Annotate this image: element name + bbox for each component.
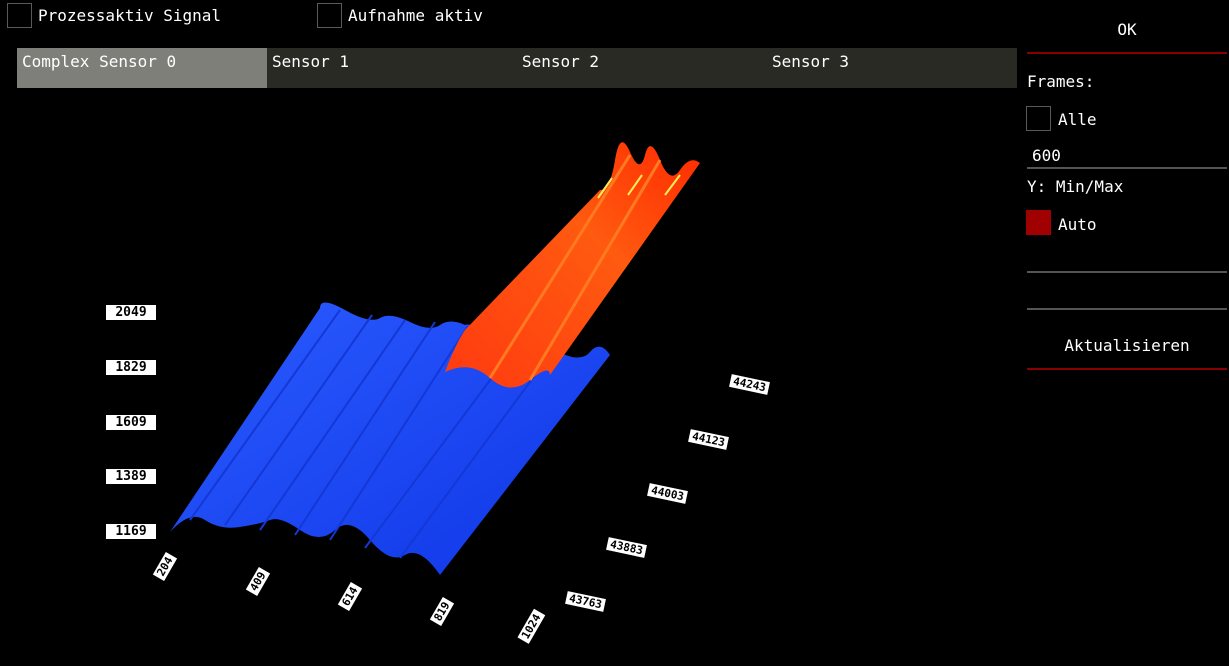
time-tick-label: 43763 <box>565 591 606 612</box>
frames-input[interactable]: 600 <box>1032 146 1061 165</box>
y-tick-label: 1169 <box>106 524 156 539</box>
x-tick-label: 819 <box>430 597 454 626</box>
x-tick-label: 614 <box>338 582 362 611</box>
x-tick-label: 204 <box>153 552 177 581</box>
refresh-button[interactable]: Aktualisieren <box>1064 336 1190 355</box>
y-tick-label: 1829 <box>106 360 156 375</box>
x-tick-label: 1024 <box>517 609 545 644</box>
process-signal-label: Prozessaktiv Signal <box>38 6 222 25</box>
recording-active-label: Aufnahme aktiv <box>348 6 483 25</box>
time-tick-label: 44003 <box>647 483 688 504</box>
y-tick-label: 2049 <box>106 305 156 320</box>
ok-button[interactable]: OK <box>1117 20 1137 39</box>
y-tick-label: 1609 <box>106 415 156 430</box>
tab-sensor-3[interactable]: Sensor 3 <box>772 52 850 71</box>
y-minmax-label: Y: Min/Max <box>1027 177 1124 196</box>
tab-sensor-2[interactable]: Sensor 2 <box>522 52 600 71</box>
tab-complex-sensor-0[interactable]: Complex Sensor 0 <box>17 48 267 88</box>
x-tick-label: 409 <box>246 567 270 596</box>
tab-sensor-1[interactable]: Sensor 1 <box>272 52 350 71</box>
frames-label: Frames: <box>1027 72 1095 91</box>
surface-red <box>445 142 700 387</box>
time-tick-label: 44243 <box>729 374 770 395</box>
y-tick-label: 1389 <box>106 469 156 484</box>
time-tick-label: 43883 <box>606 537 647 558</box>
auto-label: Auto <box>1058 215 1097 234</box>
time-tick-label: 44123 <box>688 429 729 450</box>
all-frames-label: Alle <box>1058 110 1097 129</box>
